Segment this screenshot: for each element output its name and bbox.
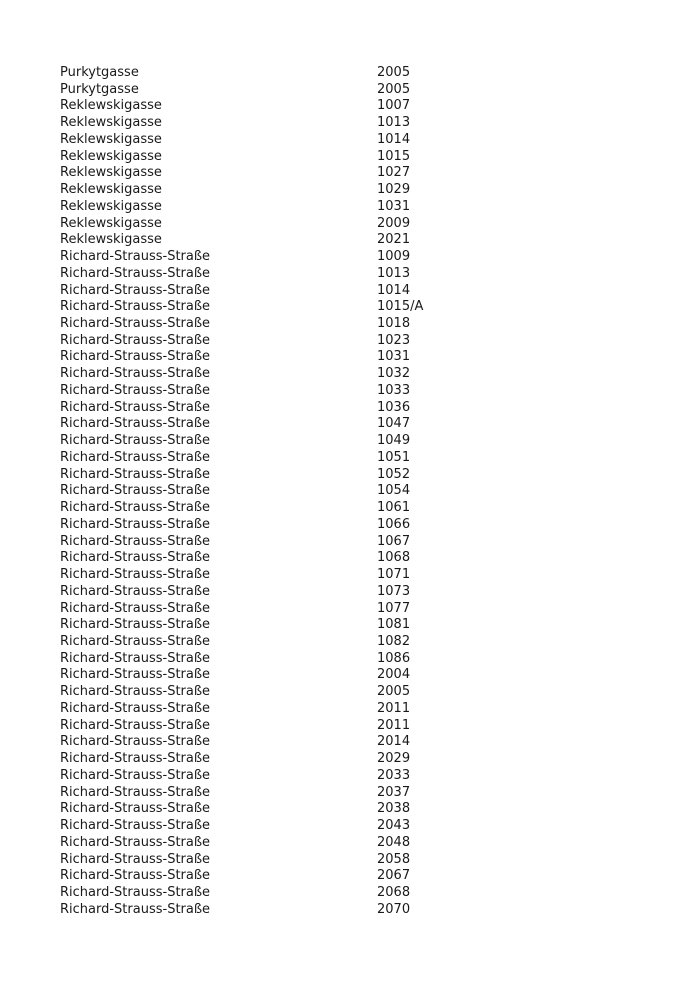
house-number: 1013: [377, 115, 411, 131]
house-number: 2058: [377, 851, 411, 867]
list-item: [60, 500, 660, 517]
street-name: Richard-Strauss-Straße: [60, 583, 211, 599]
list-item: [60, 82, 660, 99]
house-number: 2048: [377, 834, 411, 850]
house-number: 2043: [377, 818, 411, 834]
list-item: [60, 266, 660, 283]
list-item: [60, 433, 660, 450]
list-item: [60, 115, 660, 132]
street-name: Richard-Strauss-Straße: [60, 416, 211, 432]
list-item: [60, 718, 660, 735]
list-item: [60, 165, 660, 182]
street-name: Reklewskigasse: [60, 148, 162, 164]
list-item: [60, 818, 660, 835]
list-item: [60, 149, 660, 166]
list-item: [60, 349, 660, 366]
list-item: [60, 651, 660, 668]
house-number: 1052: [377, 466, 411, 482]
list-item: [60, 249, 660, 266]
house-number: 1051: [377, 449, 411, 465]
street-name: Richard-Strauss-Straße: [60, 265, 211, 281]
house-number: 1014: [377, 131, 411, 147]
list-item: [60, 283, 660, 300]
house-number: 1086: [377, 650, 411, 666]
list-item: [60, 517, 660, 534]
street-name: Richard-Strauss-Straße: [60, 717, 211, 733]
house-number: 1018: [377, 316, 411, 332]
house-number: 1023: [377, 332, 411, 348]
list-item: [60, 634, 660, 651]
street-name: Richard-Strauss-Straße: [60, 734, 211, 750]
street-name: Richard-Strauss-Straße: [60, 500, 211, 516]
house-number: 2068: [377, 884, 411, 900]
street-name: Richard-Strauss-Straße: [60, 801, 211, 817]
house-number: 2067: [377, 868, 411, 884]
house-number: 1032: [377, 366, 411, 382]
list-item: [60, 416, 660, 433]
house-number: 2004: [377, 667, 411, 683]
house-number: 1067: [377, 533, 411, 549]
street-name: Purkytgasse: [60, 65, 139, 80]
house-number: 2011: [377, 717, 411, 733]
street-name: Reklewskigasse: [60, 165, 162, 181]
house-number: 1014: [377, 282, 411, 298]
list-item: [60, 316, 660, 333]
house-number: 1031: [377, 198, 411, 214]
street-name: Reklewskigasse: [60, 215, 162, 231]
list-item: [60, 534, 660, 551]
street-name: Richard-Strauss-Straße: [60, 650, 211, 666]
list-item: [60, 584, 660, 601]
street-name: Richard-Strauss-Straße: [60, 868, 211, 884]
street-name: Richard-Strauss-Straße: [60, 349, 211, 365]
house-number: 1033: [377, 382, 411, 398]
house-number: 1013: [377, 265, 411, 281]
house-number: 1071: [377, 567, 411, 583]
list-item: [60, 132, 660, 149]
house-number: 1047: [377, 416, 411, 432]
list-item: [60, 366, 660, 383]
street-name: Richard-Strauss-Straße: [60, 483, 211, 499]
house-number: 1029: [377, 182, 411, 198]
street-name: Richard-Strauss-Straße: [60, 633, 211, 649]
house-number: 1049: [377, 433, 411, 449]
street-name: Reklewskigasse: [60, 182, 162, 198]
street-name: Richard-Strauss-Straße: [60, 316, 211, 332]
house-number: 1073: [377, 583, 411, 599]
house-number: 1054: [377, 483, 411, 499]
list-item: [60, 383, 660, 400]
house-number: 2029: [377, 751, 411, 767]
street-name: Richard-Strauss-Straße: [60, 901, 211, 917]
house-number: 2005: [377, 81, 411, 97]
list-item: [60, 852, 660, 869]
list-item: [60, 467, 660, 484]
street-name: Richard-Strauss-Straße: [60, 550, 211, 566]
list-item: [60, 617, 660, 634]
street-name: Richard-Strauss-Straße: [60, 466, 211, 482]
street-name: Richard-Strauss-Straße: [60, 282, 211, 298]
street-name: Richard-Strauss-Straße: [60, 332, 211, 348]
house-number: 1015: [377, 148, 411, 164]
street-name: Richard-Strauss-Straße: [60, 751, 211, 767]
list-item: [60, 667, 660, 684]
house-number: 1009: [377, 249, 411, 265]
list-item: [60, 550, 660, 567]
house-number: 1077: [377, 600, 411, 616]
house-number: 1081: [377, 617, 411, 633]
street-name: Purkytgasse: [60, 81, 139, 97]
house-number: 1015/A: [377, 299, 424, 315]
list-item: [60, 835, 660, 852]
house-number: 1061: [377, 500, 411, 516]
street-name: Richard-Strauss-Straße: [60, 667, 211, 683]
list-item: [60, 216, 660, 233]
street-name: Richard-Strauss-Straße: [60, 767, 211, 783]
street-name: Richard-Strauss-Straße: [60, 700, 211, 716]
street-name: Reklewskigasse: [60, 131, 162, 147]
list-item: [60, 232, 660, 249]
list-item: [60, 182, 660, 199]
street-name: Richard-Strauss-Straße: [60, 617, 211, 633]
house-number: 2021: [377, 232, 411, 248]
house-number: 2009: [377, 215, 411, 231]
list-item: [60, 768, 660, 785]
street-name: Richard-Strauss-Straße: [60, 249, 211, 265]
street-name: Richard-Strauss-Straße: [60, 884, 211, 900]
street-name: Richard-Strauss-Straße: [60, 818, 211, 834]
street-name: Richard-Strauss-Straße: [60, 516, 211, 532]
street-name: Richard-Strauss-Straße: [60, 784, 211, 800]
house-number: 1036: [377, 399, 411, 415]
street-name: Reklewskigasse: [60, 98, 162, 114]
street-name: Richard-Strauss-Straße: [60, 433, 211, 449]
list-item: [60, 701, 660, 718]
house-number: 2011: [377, 700, 411, 716]
street-name: Richard-Strauss-Straße: [60, 399, 211, 415]
street-name: Reklewskigasse: [60, 115, 162, 131]
house-number: 2005: [377, 684, 411, 700]
list-item: [60, 65, 660, 82]
house-number: 2033: [377, 767, 411, 783]
list-item: [60, 902, 660, 919]
street-name: Richard-Strauss-Straße: [60, 449, 211, 465]
house-number: 1007: [377, 98, 411, 114]
house-number: 2037: [377, 784, 411, 800]
street-name: Richard-Strauss-Straße: [60, 600, 211, 616]
house-number: 1066: [377, 516, 411, 532]
list-item: [60, 299, 660, 316]
list-item: [60, 333, 660, 350]
street-name: Richard-Strauss-Straße: [60, 533, 211, 549]
list-item: [60, 885, 660, 902]
list-item: [60, 751, 660, 768]
list-item: [60, 450, 660, 467]
street-name: Richard-Strauss-Straße: [60, 567, 211, 583]
house-number: 2005: [377, 65, 411, 80]
house-number: 1068: [377, 550, 411, 566]
street-name: Richard-Strauss-Straße: [60, 684, 211, 700]
list-item: [60, 868, 660, 885]
list-item: [60, 801, 660, 818]
street-name: Richard-Strauss-Straße: [60, 366, 211, 382]
list-item: [60, 684, 660, 701]
list-item: [60, 734, 660, 751]
house-number: 2070: [377, 901, 411, 917]
house-number: 2014: [377, 734, 411, 750]
list-item: [60, 785, 660, 802]
list-item: [60, 199, 660, 216]
house-number: 1031: [377, 349, 411, 365]
house-number: 1082: [377, 633, 411, 649]
street-name: Richard-Strauss-Straße: [60, 382, 211, 398]
list-item: [60, 567, 660, 584]
street-name: Richard-Strauss-Straße: [60, 851, 211, 867]
list-item: [60, 601, 660, 618]
street-name: Reklewskigasse: [60, 232, 162, 248]
list-item: [60, 98, 660, 115]
street-name: Reklewskigasse: [60, 198, 162, 214]
list-item: [60, 400, 660, 417]
house-number: 1027: [377, 165, 411, 181]
street-name: Richard-Strauss-Straße: [60, 834, 211, 850]
list-item: [60, 483, 660, 500]
address-list: [60, 65, 660, 918]
house-number: 2038: [377, 801, 411, 817]
street-name: Richard-Strauss-Straße: [60, 299, 211, 315]
